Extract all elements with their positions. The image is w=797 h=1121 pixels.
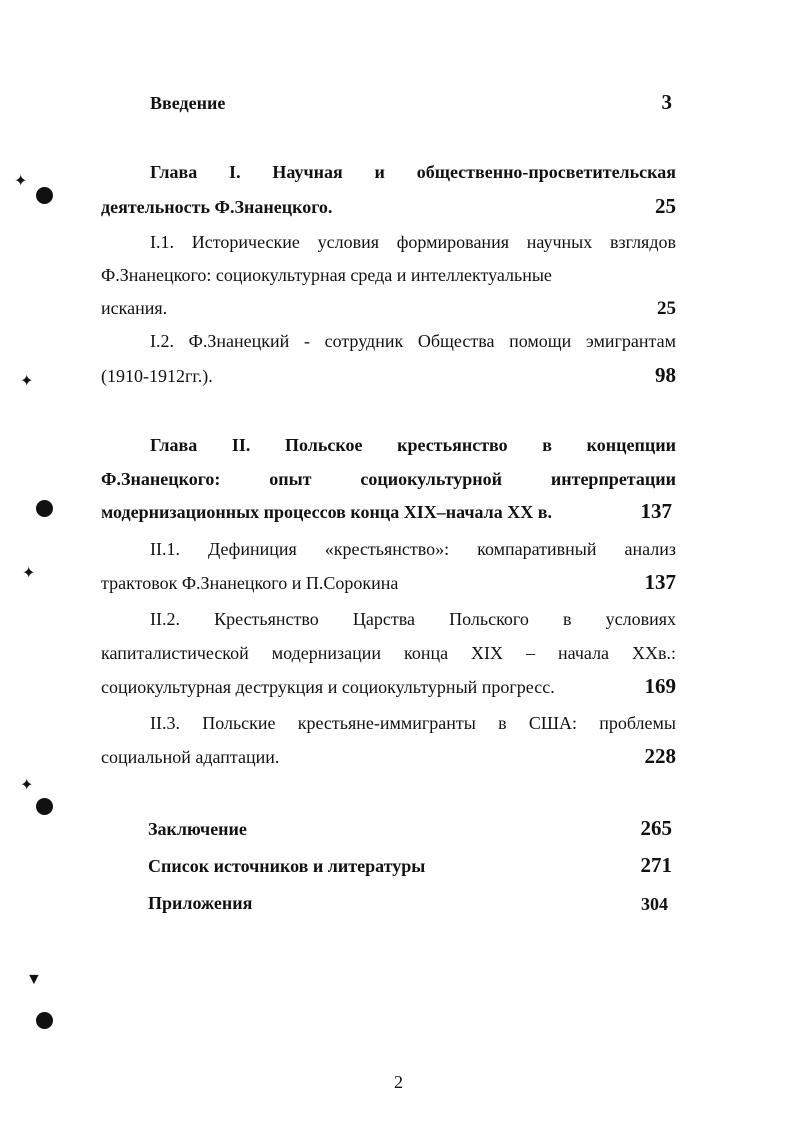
toc-title: Список источников и литературы <box>148 856 426 876</box>
scan-mark: ✦ <box>14 173 28 190</box>
section-title: II.2. Крестьянство Царства Польского в условиях <box>150 609 676 629</box>
toc-page-number: 265 <box>640 816 672 840</box>
section-title: I.2. Ф.Знанецкий - сотрудник Общества помощи эмигрантам <box>150 331 676 351</box>
section-title-cont: искания. <box>101 298 168 318</box>
toc-title: Приложения <box>148 893 253 913</box>
toc-entry-conclusion <box>148 818 676 842</box>
toc-entry-section <box>101 572 676 596</box>
toc-title: Введение <box>150 93 226 113</box>
toc-entry-chapter2 <box>101 501 676 525</box>
toc-page-number: 271 <box>640 853 672 877</box>
toc-page-number: 3 <box>661 90 672 114</box>
chapter-heading-cont: Ф.Знанецкого: опыт социокультурной интерпретации <box>101 469 676 489</box>
toc-entry-section <box>101 297 676 321</box>
binder-hole <box>36 798 53 815</box>
scan-mark: ✦ <box>20 777 34 794</box>
scan-mark: ✦ <box>20 373 34 390</box>
toc-entry-intro <box>150 92 676 116</box>
section-title-cont: Ф.Знанецкого: социокультурная среда и интеллектуальные <box>101 265 552 285</box>
section-title-cont: трактовок Ф.Знанецкого и П.Сорокина <box>101 573 399 593</box>
toc-entry-appendix <box>148 892 676 916</box>
toc-entry-section <box>101 676 676 700</box>
toc-entry-section <box>101 746 676 770</box>
toc-page-number: 25 <box>655 194 676 218</box>
binder-hole <box>36 1012 53 1029</box>
chapter-heading: Глава I. Научная и общественно-просветительская <box>150 162 676 182</box>
section-title-cont: социокультурная деструкция и социокультурный прогресс. <box>101 677 555 697</box>
binder-hole <box>36 187 53 204</box>
scan-mark: ✦ <box>22 565 36 582</box>
toc-title: деятельность Ф.Знанецкого. <box>101 197 333 217</box>
section-title-cont: (1910-1912гг.). <box>101 366 213 386</box>
toc-entry-sources <box>148 855 676 879</box>
binder-hole <box>36 500 53 517</box>
chapter-heading: Глава II. Польское крестьянство в концепции <box>150 435 676 455</box>
scan-mark: ▼ <box>26 971 42 988</box>
toc-page-number: 25 <box>657 298 676 319</box>
chapter-heading-cont: модернизационных процессов конца XIX–начала XX в. <box>101 502 552 522</box>
section-title: II.3. Польские крестьяне-иммигранты в США: проблемы <box>150 713 676 733</box>
section-title-cont: капиталистической модернизации конца XIX – начала XXв.: <box>101 643 676 663</box>
section-title: II.1. Дефиниция «крестьянство»: компаративный анализ <box>150 539 676 559</box>
toc-page-number: 137 <box>640 499 672 523</box>
page-number: 2 <box>394 1072 403 1092</box>
toc-page-number: 228 <box>644 744 676 768</box>
toc-title: Заключение <box>148 819 247 839</box>
section-title: I.1. Исторические условия формирования научных взглядов <box>150 232 676 252</box>
toc-page-number: 137 <box>644 570 676 594</box>
toc-entry-chapter1 <box>101 196 676 220</box>
toc-page-number: 169 <box>644 674 676 698</box>
toc-page-number: 98 <box>655 363 676 387</box>
toc-page-number: 304 <box>641 894 668 914</box>
section-title-cont: социальной адаптации. <box>101 747 280 767</box>
toc-entry-section <box>101 365 676 389</box>
